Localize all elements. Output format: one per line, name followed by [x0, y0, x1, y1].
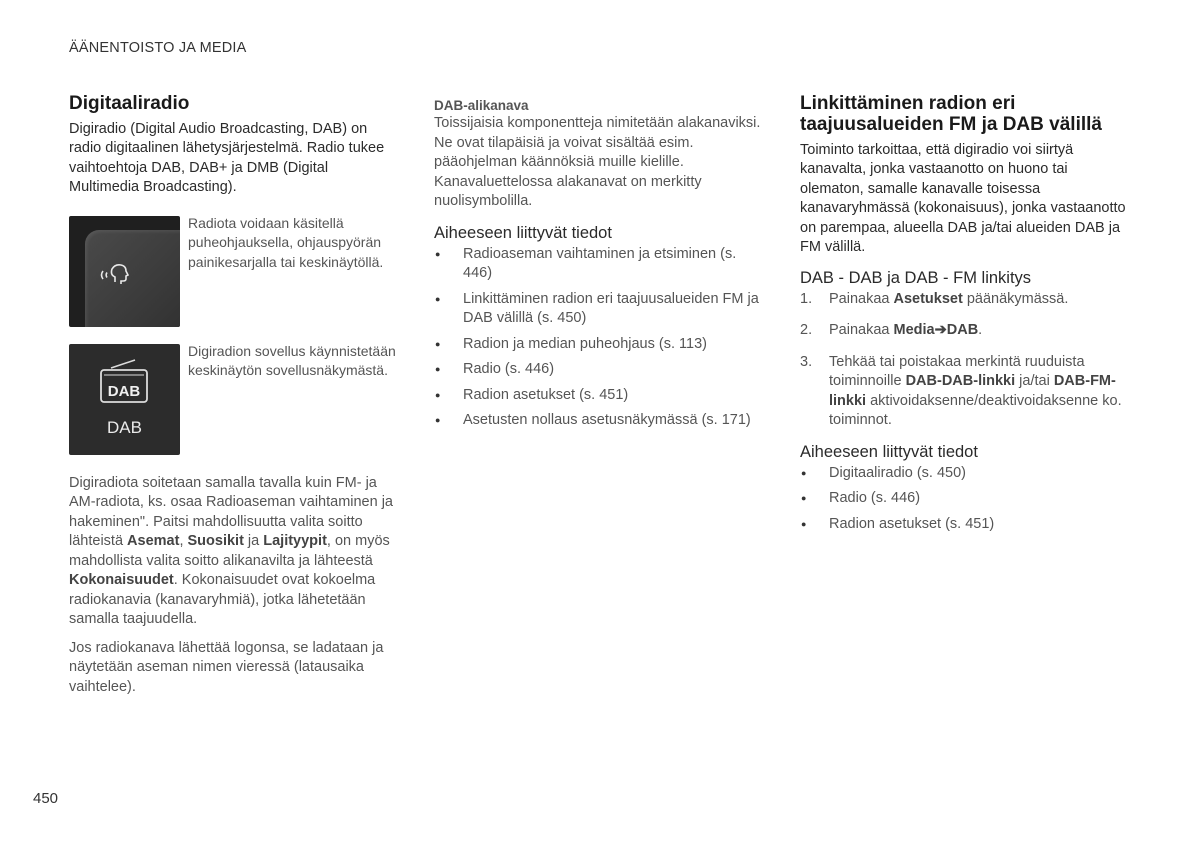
- dab-app-tile-image: [69, 344, 180, 455]
- term-media: Media: [893, 322, 935, 339]
- related-list-col3: [800, 464, 1135, 535]
- intro-paragraph: Digiradio (Digital Audio Broadcasting, DAB) on radio digitaalinen lähetysjärjestelmä. Radio tukee vaihtoehtoja DAB, DAB+ ja DMB (Digital Multimedia Broadcasting).: [69, 120, 385, 196]
- subtitle-dab-alikanava: DAB-alikanava: [434, 98, 529, 113]
- dab-app-label: DAB: [107, 417, 142, 437]
- term-kokonaisuudet: Kokonaisuudet: [69, 572, 174, 589]
- column-dab-alikanava: [434, 98, 769, 437]
- figure-dab-app: [69, 344, 401, 455]
- figure-voice-caption: Radiota voidaan käsitellä puheohjauksella, ohjauspyörän painikesarjalla tai keskinäytöllä.: [188, 214, 384, 270]
- column-linkittaminen: [800, 94, 1135, 540]
- related-link[interactable]: ● Radio (s. 446): [800, 489, 1135, 509]
- related-link[interactable]: ● Radion asetukset (s. 451): [434, 386, 769, 406]
- term-asemat: Asemat: [127, 533, 180, 550]
- term-lajityypit: Lajityypit: [263, 533, 327, 550]
- steps-title: DAB - DAB ja DAB - FM linkitys: [800, 268, 1032, 287]
- steering-wheel-voice-button-image: [69, 216, 180, 327]
- related-link[interactable]: ● Radioaseman vaihtaminen ja etsiminen (s. 446): [434, 245, 769, 284]
- radio-icon: [99, 358, 149, 404]
- steps-list: [800, 290, 1135, 431]
- voice-control-icon: [99, 262, 135, 288]
- related-link[interactable]: ● Radion ja median puheohjaus (s. 113): [434, 335, 769, 355]
- term-dab-fm-linkki: DAB-FM-linkki: [829, 373, 1116, 409]
- column-digitaaliradio: [69, 94, 401, 697]
- radio-icon-text: DAB: [107, 382, 141, 400]
- intro-linkittaminen: Toiminto tarkoittaa, että digiradio voi siirtyä kanavalta, jonka vastaanotto on huono tai olematon, samalle kanavalle toisessa kanavaryhmässä (kokonaisuus), jonka vastaanotto on parempaa, alueella DAB ja/tai alueiden DAB ja FM välillä.: [800, 141, 1126, 256]
- related-link[interactable]: ● Radion asetukset (s. 451): [800, 515, 1135, 535]
- paragraph-logo: Jos radiokanava lähettää logonsa, se ladataan ja näytetään aseman nimen vieressä (latausaika vaihtelee).: [69, 639, 384, 695]
- related-link[interactable]: ● Digitaaliradio (s. 450): [800, 464, 1135, 484]
- step-3: 3. Tehkää tai poistakaa merkintä ruuduista toiminnoille DAB-DAB-linkki ja/tai DAB-FM-linkki aktivoidaksenne/deaktivoidaksenne ko. toiminnot.: [800, 353, 1122, 429]
- arrow-icon: ➔: [934, 322, 947, 339]
- step-2: 2. Painakaa Media➔DAB.: [800, 322, 983, 339]
- title-digitaaliradio: Digitaaliradio: [69, 93, 190, 114]
- section-header: ÄÄNENTOISTO JA MEDIA: [69, 40, 247, 56]
- related-title: Aiheeseen liittyvät tiedot: [434, 223, 612, 242]
- term-dab-dab-linkki: DAB-DAB-linkki: [905, 373, 1016, 390]
- paragraph-dab-usage: Digiradiota soitetaan samalla tavalla kuin FM- ja AM-radiota, ks. osaa Radioaseman vaihtaminen ja hakeminen". Paitsi mahdollisuutta valita soitto lähteistä Asemat, Suosikit ja Lajityypit, on myös mahdollista valita soitto alikanavilta ja lähteestä Kokonaisuudet. Kokonaisuudet ovat kokoelma radiokanavia (kanavaryhmiä), jotka lähetetään samalla taajuudella.: [69, 474, 393, 628]
- figure-dab-caption: Digiradion sovellus käynnistetään keskinäytön sovellusnäkymästä.: [188, 342, 396, 379]
- title-linkittaminen: Linkittäminen radion eri taajuusalueiden FM ja DAB välillä: [800, 93, 1102, 135]
- step-1: 1. Painakaa Asetukset päänäkymässä.: [800, 290, 1069, 307]
- related-link[interactable]: ● Radio (s. 446): [434, 360, 769, 380]
- term-asetukset: Asetukset: [893, 290, 963, 307]
- term-suosikit: Suosikit: [187, 533, 244, 550]
- related-list: [434, 245, 769, 431]
- related-title-col3: Aiheeseen liittyvät tiedot: [800, 442, 978, 461]
- term-dab: DAB: [946, 322, 979, 339]
- figure-voice-control: [69, 216, 401, 327]
- related-link[interactable]: ● Linkittäminen radion eri taajuusalueiden FM ja DAB välillä (s. 450): [434, 290, 769, 329]
- page-number: 450: [33, 790, 59, 807]
- paragraph-alikanava: Toissijaisia komponentteja nimitetään alakanaviksi. Ne ovat tilapäisiä ja voivat sisältää esim. pääohjelman käännöksiä muille kielille. Kanavaluettelossa alakanavat on merkitty nuolisymbolilla.: [434, 115, 761, 209]
- related-link[interactable]: ● Asetusten nollaus asetusnäkymässä (s. 171): [434, 411, 769, 431]
